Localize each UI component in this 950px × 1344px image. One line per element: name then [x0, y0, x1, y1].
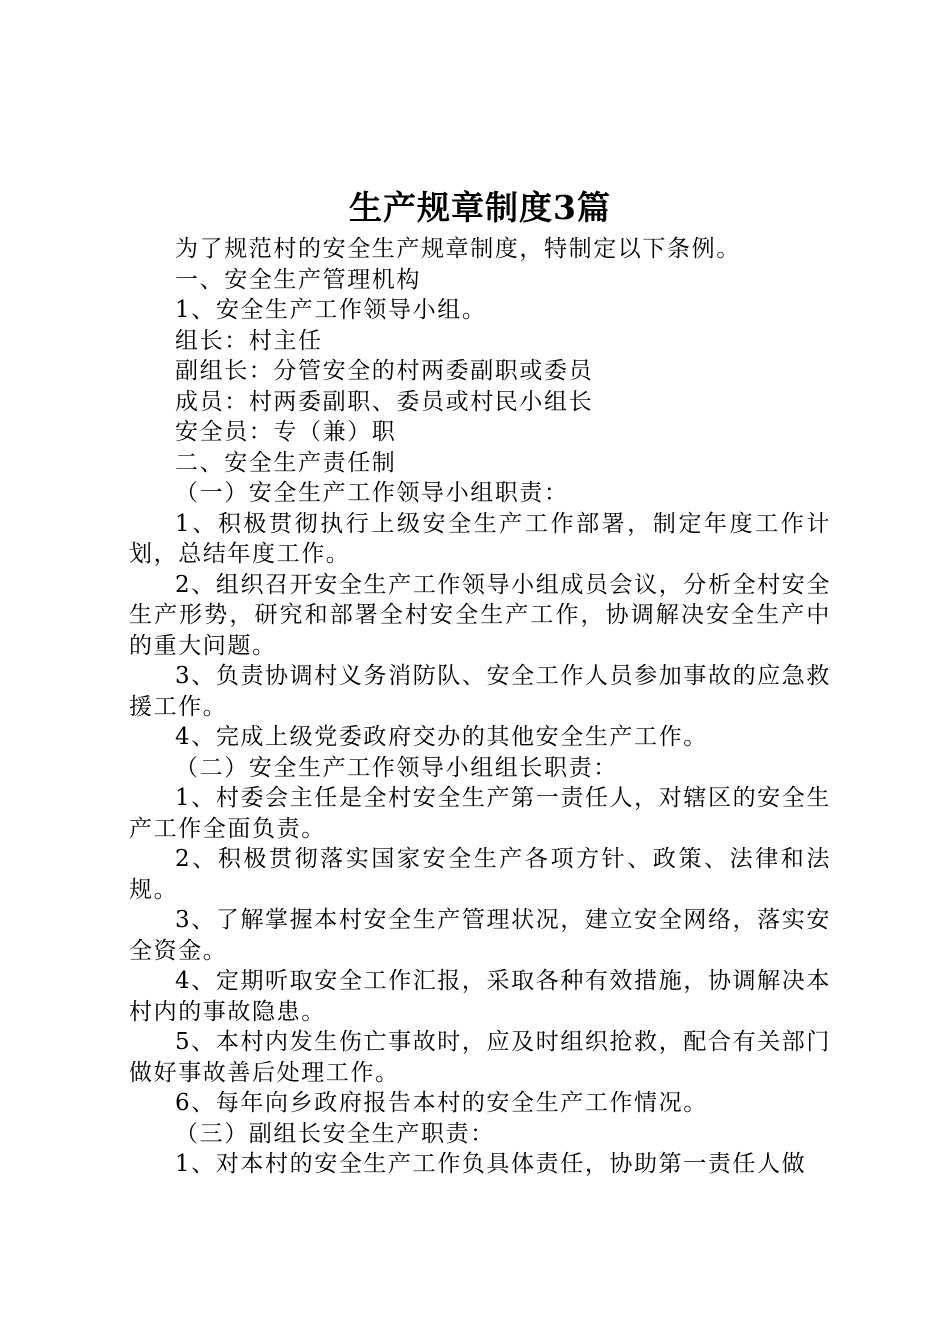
document-body: [129, 186, 831, 1180]
paragraph: 副组长：分管安全的村两委副职或委员: [175, 358, 594, 384]
section-heading: 一、安全生产管理机构: [175, 266, 421, 293]
subsection-heading: （三）副组长安全生产职责：: [175, 1120, 495, 1147]
paragraph: 1、对本村的安全生产工作负具体责任，协助第一责任人做: [175, 1151, 807, 1177]
paragraph: 组长：村主任: [175, 327, 323, 354]
paragraph: 6、每年向乡政府报告本村的安全生产工作情况。: [175, 1090, 708, 1116]
document-title: 生产规章制度3篇: [349, 188, 611, 227]
paragraph: 成员：村两委副职、委员或村民小组长: [175, 388, 594, 415]
section-heading: 二、安全生产责任制: [175, 449, 397, 476]
paragraph: 4、完成上级党委政府交办的其他安全生产工作。: [175, 724, 708, 750]
paragraph: 5、本村内发生伤亡事故时，应及时组织抢救，配合有关部门做好事故善后处理工作。: [129, 1029, 831, 1086]
paragraph: 为了规范村的安全生产规章制度，特制定以下条例。: [175, 236, 741, 262]
paragraph: 1、安全生产工作领导小组。: [175, 297, 487, 323]
paragraph: 安全员：专（兼）职: [175, 419, 397, 445]
paragraph: 4、定期听取安全工作汇报，采取各种有效措施，协调解决本村内的事故隐患。: [129, 968, 831, 1025]
subsection-heading: （二）安全生产工作领导小组组长职责：: [175, 754, 618, 781]
subsection-heading: （一）安全生产工作领导小组职责：: [175, 480, 569, 506]
paragraph: 1、积极贯彻执行上级安全生产工作部署，制定年度工作计划，总结年度工作。: [129, 510, 831, 567]
paragraph: 3、了解掌握本村安全生产管理状况，建立安全网络，落实安全资金。: [129, 907, 831, 964]
paragraph: 2、组织召开安全生产工作领导小组成员会议，分析全村安全生产形势，研究和部署全村安全生产工作，协调解决安全生产中的重大问题。: [129, 571, 831, 659]
paragraph: 3、负责协调村义务消防队、安全工作人员参加事故的应急救援工作。: [129, 663, 831, 720]
paragraph: 2、积极贯彻落实国家安全生产各项方针、政策、法律和法规。: [129, 846, 831, 903]
paragraph: 1、村委会主任是全村安全生产第一责任人，对辖区的安全生产工作全面负责。: [129, 785, 831, 842]
